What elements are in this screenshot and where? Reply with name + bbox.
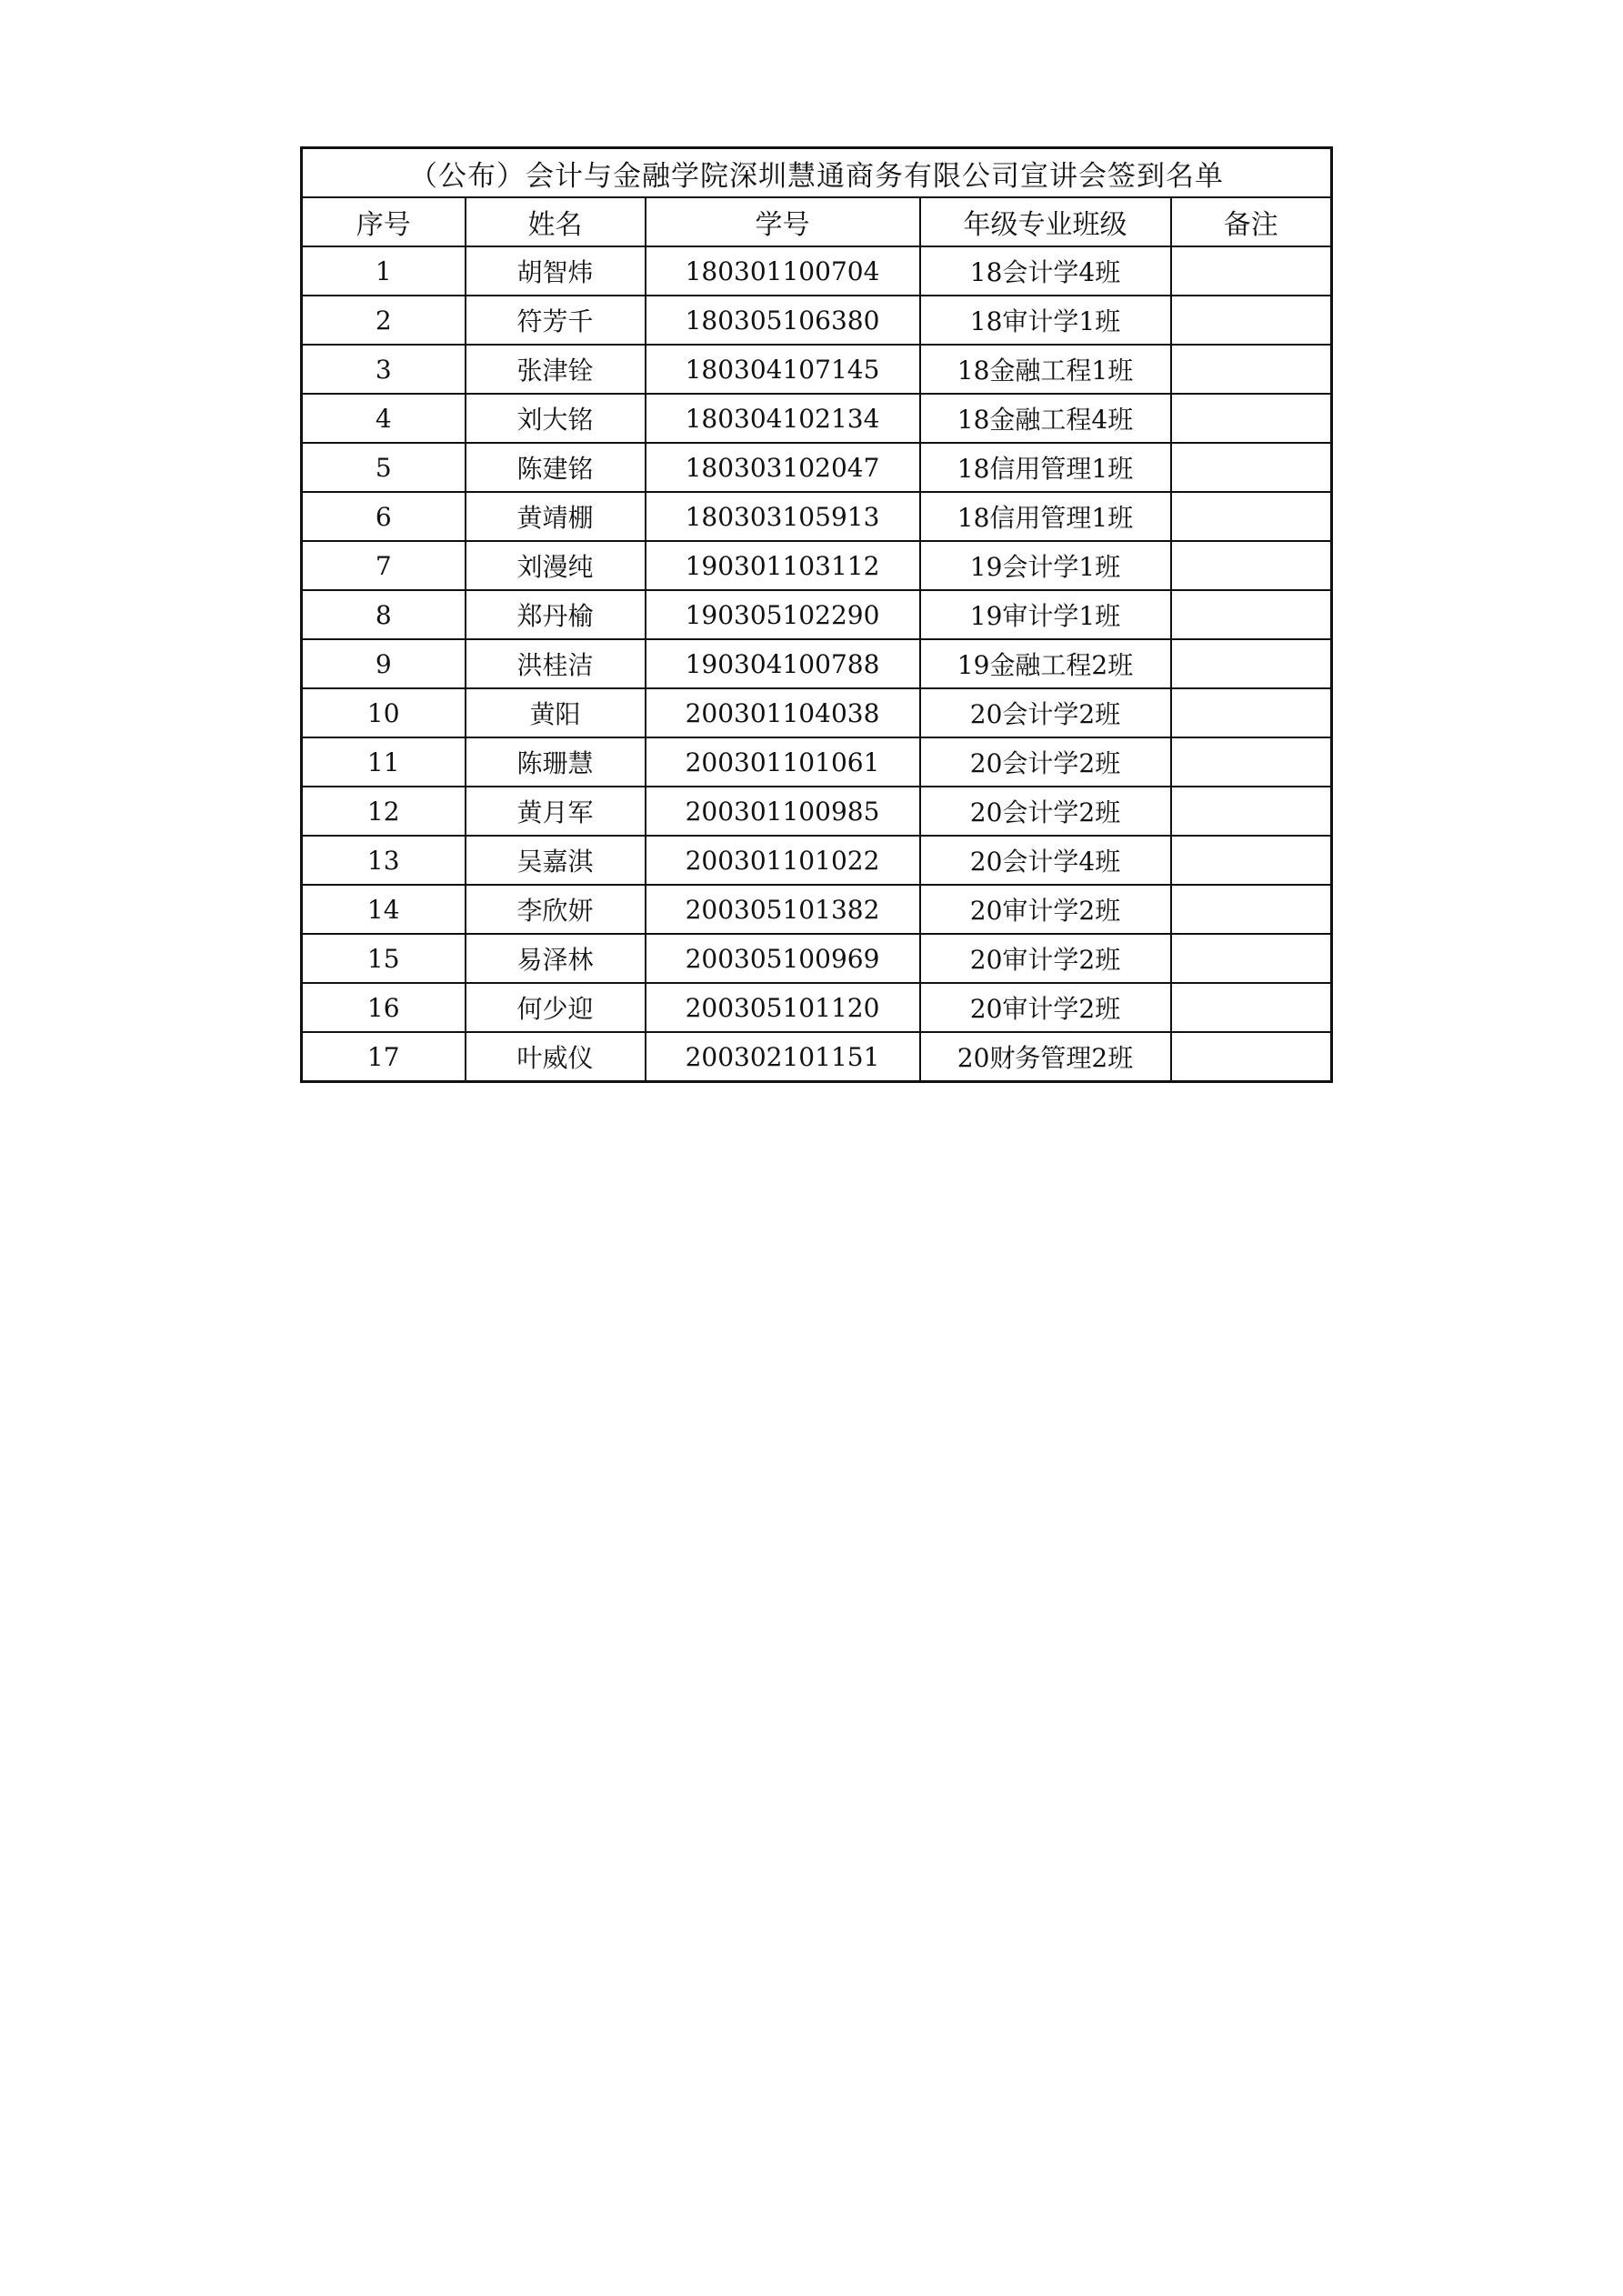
cell-name: 何少迎 (466, 983, 646, 1032)
cell-class: 20会计学4班 (920, 836, 1171, 885)
cell-name: 胡智炜 (466, 246, 646, 296)
table-row (302, 443, 1332, 492)
cell-class: 20会计学2班 (920, 787, 1171, 836)
cell-no: 2 (302, 296, 466, 345)
table-title: （公布）会计与金融学院深圳慧通商务有限公司宣讲会签到名单 (302, 148, 1332, 198)
cell-no: 15 (302, 934, 466, 983)
table-body (302, 246, 1332, 1082)
table-row (302, 1032, 1332, 1082)
cell-remark (1171, 639, 1332, 688)
cell-no: 13 (302, 836, 466, 885)
cell-student-id: 200301101061 (646, 737, 920, 787)
cell-class: 20会计学2班 (920, 688, 1171, 737)
cell-class: 18信用管理1班 (920, 443, 1171, 492)
cell-remark (1171, 1032, 1332, 1082)
cell-student-id: 200301101022 (646, 836, 920, 885)
cell-name: 吴嘉淇 (466, 836, 646, 885)
cell-no: 8 (302, 590, 466, 639)
table-row (302, 492, 1332, 541)
cell-name: 符芳千 (466, 296, 646, 345)
cell-no: 6 (302, 492, 466, 541)
cell-no: 12 (302, 787, 466, 836)
sign-in-sheet (300, 146, 1330, 1083)
cell-student-id: 200305101382 (646, 885, 920, 934)
cell-remark (1171, 296, 1332, 345)
cell-student-id: 180305106380 (646, 296, 920, 345)
table-row (302, 885, 1332, 934)
cell-no: 1 (302, 246, 466, 296)
cell-no: 17 (302, 1032, 466, 1082)
cell-remark (1171, 394, 1332, 443)
attendance-table (300, 146, 1333, 1083)
cell-name: 黄月军 (466, 787, 646, 836)
cell-name: 陈珊慧 (466, 737, 646, 787)
cell-no: 16 (302, 983, 466, 1032)
cell-class: 20审计学2班 (920, 934, 1171, 983)
table-row (302, 639, 1332, 688)
cell-no: 9 (302, 639, 466, 688)
header-student-id: 学号 (646, 197, 920, 246)
cell-student-id: 200305100969 (646, 934, 920, 983)
table-row (302, 246, 1332, 296)
cell-name: 叶威仪 (466, 1032, 646, 1082)
cell-class: 18会计学4班 (920, 246, 1171, 296)
cell-remark (1171, 246, 1332, 296)
cell-class: 20审计学2班 (920, 983, 1171, 1032)
cell-student-id: 180303105913 (646, 492, 920, 541)
cell-class: 19会计学1班 (920, 541, 1171, 590)
cell-student-id: 180304107145 (646, 345, 920, 394)
cell-student-id: 200305101120 (646, 983, 920, 1032)
cell-name: 陈建铭 (466, 443, 646, 492)
header-no: 序号 (302, 197, 466, 246)
cell-no: 4 (302, 394, 466, 443)
cell-name: 洪桂洁 (466, 639, 646, 688)
cell-remark (1171, 836, 1332, 885)
cell-class: 19审计学1班 (920, 590, 1171, 639)
table-row (302, 737, 1332, 787)
cell-remark (1171, 688, 1332, 737)
cell-student-id: 190305102290 (646, 590, 920, 639)
cell-remark (1171, 443, 1332, 492)
table-row (302, 541, 1332, 590)
table-row (302, 688, 1332, 737)
cell-name: 郑丹榆 (466, 590, 646, 639)
cell-remark (1171, 787, 1332, 836)
cell-name: 易泽林 (466, 934, 646, 983)
cell-class: 18信用管理1班 (920, 492, 1171, 541)
cell-remark (1171, 541, 1332, 590)
cell-class: 20审计学2班 (920, 885, 1171, 934)
cell-no: 5 (302, 443, 466, 492)
header-row (302, 197, 1332, 246)
cell-student-id: 190301103112 (646, 541, 920, 590)
cell-name: 李欣妍 (466, 885, 646, 934)
cell-student-id: 200301104038 (646, 688, 920, 737)
cell-no: 10 (302, 688, 466, 737)
cell-remark (1171, 934, 1332, 983)
cell-remark (1171, 885, 1332, 934)
cell-class: 20会计学2班 (920, 737, 1171, 787)
cell-no: 3 (302, 345, 466, 394)
cell-remark (1171, 590, 1332, 639)
cell-remark (1171, 983, 1332, 1032)
cell-name: 刘漫纯 (466, 541, 646, 590)
table-row (302, 345, 1332, 394)
title-row (302, 148, 1332, 198)
table-row (302, 983, 1332, 1032)
cell-name: 黄靖棚 (466, 492, 646, 541)
cell-student-id: 180301100704 (646, 246, 920, 296)
cell-name: 刘大铭 (466, 394, 646, 443)
table-row (302, 787, 1332, 836)
cell-no: 14 (302, 885, 466, 934)
header-class: 年级专业班级 (920, 197, 1171, 246)
header-remark: 备注 (1171, 197, 1332, 246)
cell-student-id: 180303102047 (646, 443, 920, 492)
cell-student-id: 200302101151 (646, 1032, 920, 1082)
cell-name: 黄阳 (466, 688, 646, 737)
cell-student-id: 180304102134 (646, 394, 920, 443)
header-name: 姓名 (466, 197, 646, 246)
cell-name: 张津铨 (466, 345, 646, 394)
table-row (302, 836, 1332, 885)
cell-remark (1171, 737, 1332, 787)
cell-class: 18金融工程4班 (920, 394, 1171, 443)
cell-no: 7 (302, 541, 466, 590)
table-row (302, 296, 1332, 345)
cell-student-id: 200301100985 (646, 787, 920, 836)
cell-class: 20财务管理2班 (920, 1032, 1171, 1082)
cell-class: 19金融工程2班 (920, 639, 1171, 688)
cell-remark (1171, 492, 1332, 541)
table-row (302, 394, 1332, 443)
cell-student-id: 190304100788 (646, 639, 920, 688)
table-row (302, 934, 1332, 983)
cell-class: 18金融工程1班 (920, 345, 1171, 394)
cell-remark (1171, 345, 1332, 394)
cell-class: 18审计学1班 (920, 296, 1171, 345)
cell-no: 11 (302, 737, 466, 787)
table-row (302, 590, 1332, 639)
